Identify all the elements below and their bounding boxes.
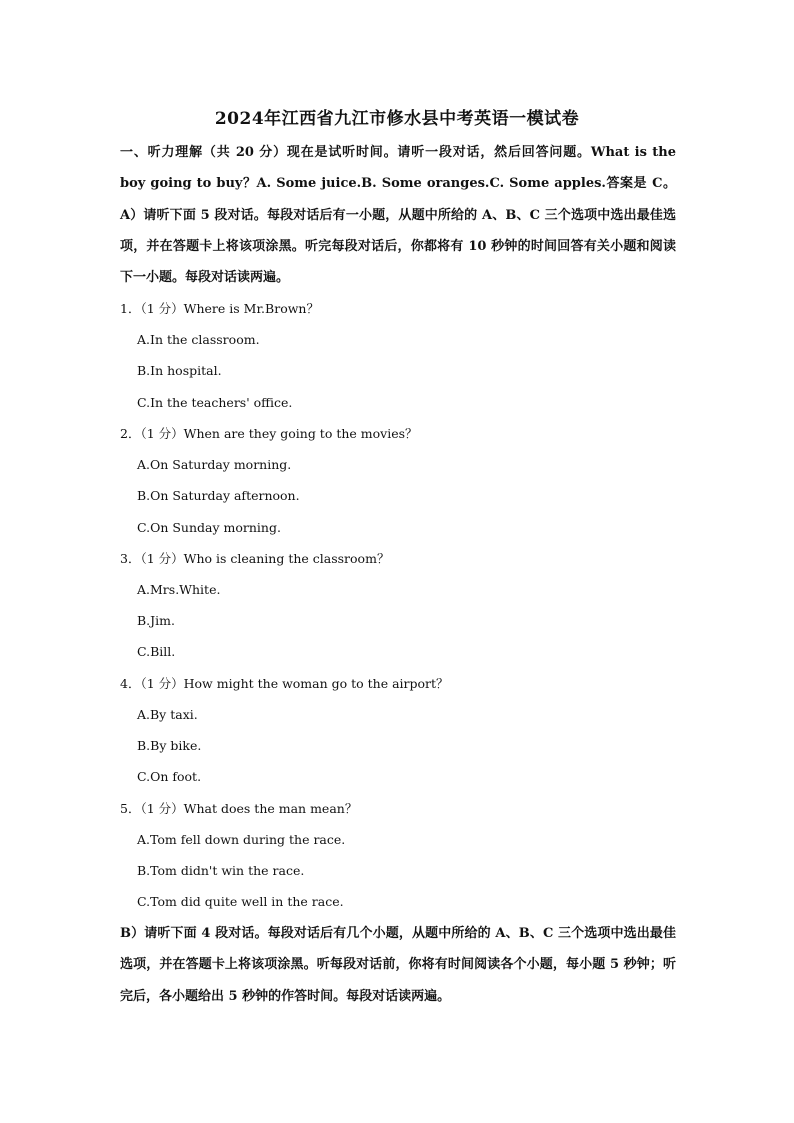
question-1-option-a: A.In the classroom. (137, 332, 260, 347)
question-4-stem: 4．（1 分）How might the woman go to the airport？ (120, 676, 449, 691)
question-2-stem: 2．（1 分）When are they going to the movies？ (120, 426, 418, 441)
question-3-option-a: A.Mrs.White. (137, 582, 221, 597)
question-5-option-a: A.Tom fell down during the race. (137, 832, 346, 847)
section-one-instructions: 一、听力理解（共 20 分）现在是试听时间。请听一段对话，然后回答问题。What is the boy going to buy？A. Some juice.B. Some oranges.C. Some apples.答案是 C。A）请听下面 5 段对话。每段对话后有一小题，从题中所给的 A、B、C 三个选项中选出最佳选项，并在答题卡上将该项涂黑。听完每段对话后，你都将有 10 秒钟的时间回答有关小题和阅读下一小题。每段对话读两遍。 (120, 145, 676, 286)
question-2-option-b: B.On Saturday afternoon. (137, 488, 300, 503)
question-4-option-c: C.On foot. (137, 769, 202, 784)
question-2-option-a: A.On Saturday morning. (137, 457, 292, 472)
question-5-option-b: B.Tom didn't win the race. (137, 863, 305, 878)
question-4-option-a: A.By taxi. (137, 707, 198, 722)
question-2-option-c: C.On Sunday morning. (137, 520, 281, 535)
question-1-option-b: B.In hospital. (137, 363, 222, 378)
question-1-option-c: C.In the teachers' office. (137, 395, 293, 410)
question-4-option-b: B.By bike. (137, 738, 202, 753)
question-1-stem: 1．（1 分）Where is Mr.Brown？ (120, 301, 319, 316)
page-title: 2024年江西省九江市修水县中考英语一模试卷 (214, 109, 580, 129)
question-3-stem: 3．（1 分）Who is cleaning the classroom？ (120, 551, 390, 566)
question-3-option-c: C.Bill. (137, 644, 176, 659)
question-5-stem: 5．（1 分）What does the man mean？ (120, 801, 358, 816)
question-5-option-c: C.Tom did quite well in the race. (137, 894, 344, 909)
section-b-instructions: B）请听下面 4 段对话。每段对话后有几个小题，从题中所给的 A、B、C 三个选项中选出最佳选项，并在答题卡上将该项涂黑。听每段对话前，你将有时间阅读各个小题，每小题 5 秒钟；听完后，各小题给出 5 秒钟的作答时间。每段对话读两遍。 (120, 926, 676, 1004)
question-3-option-b: B.Jim. (137, 613, 175, 628)
